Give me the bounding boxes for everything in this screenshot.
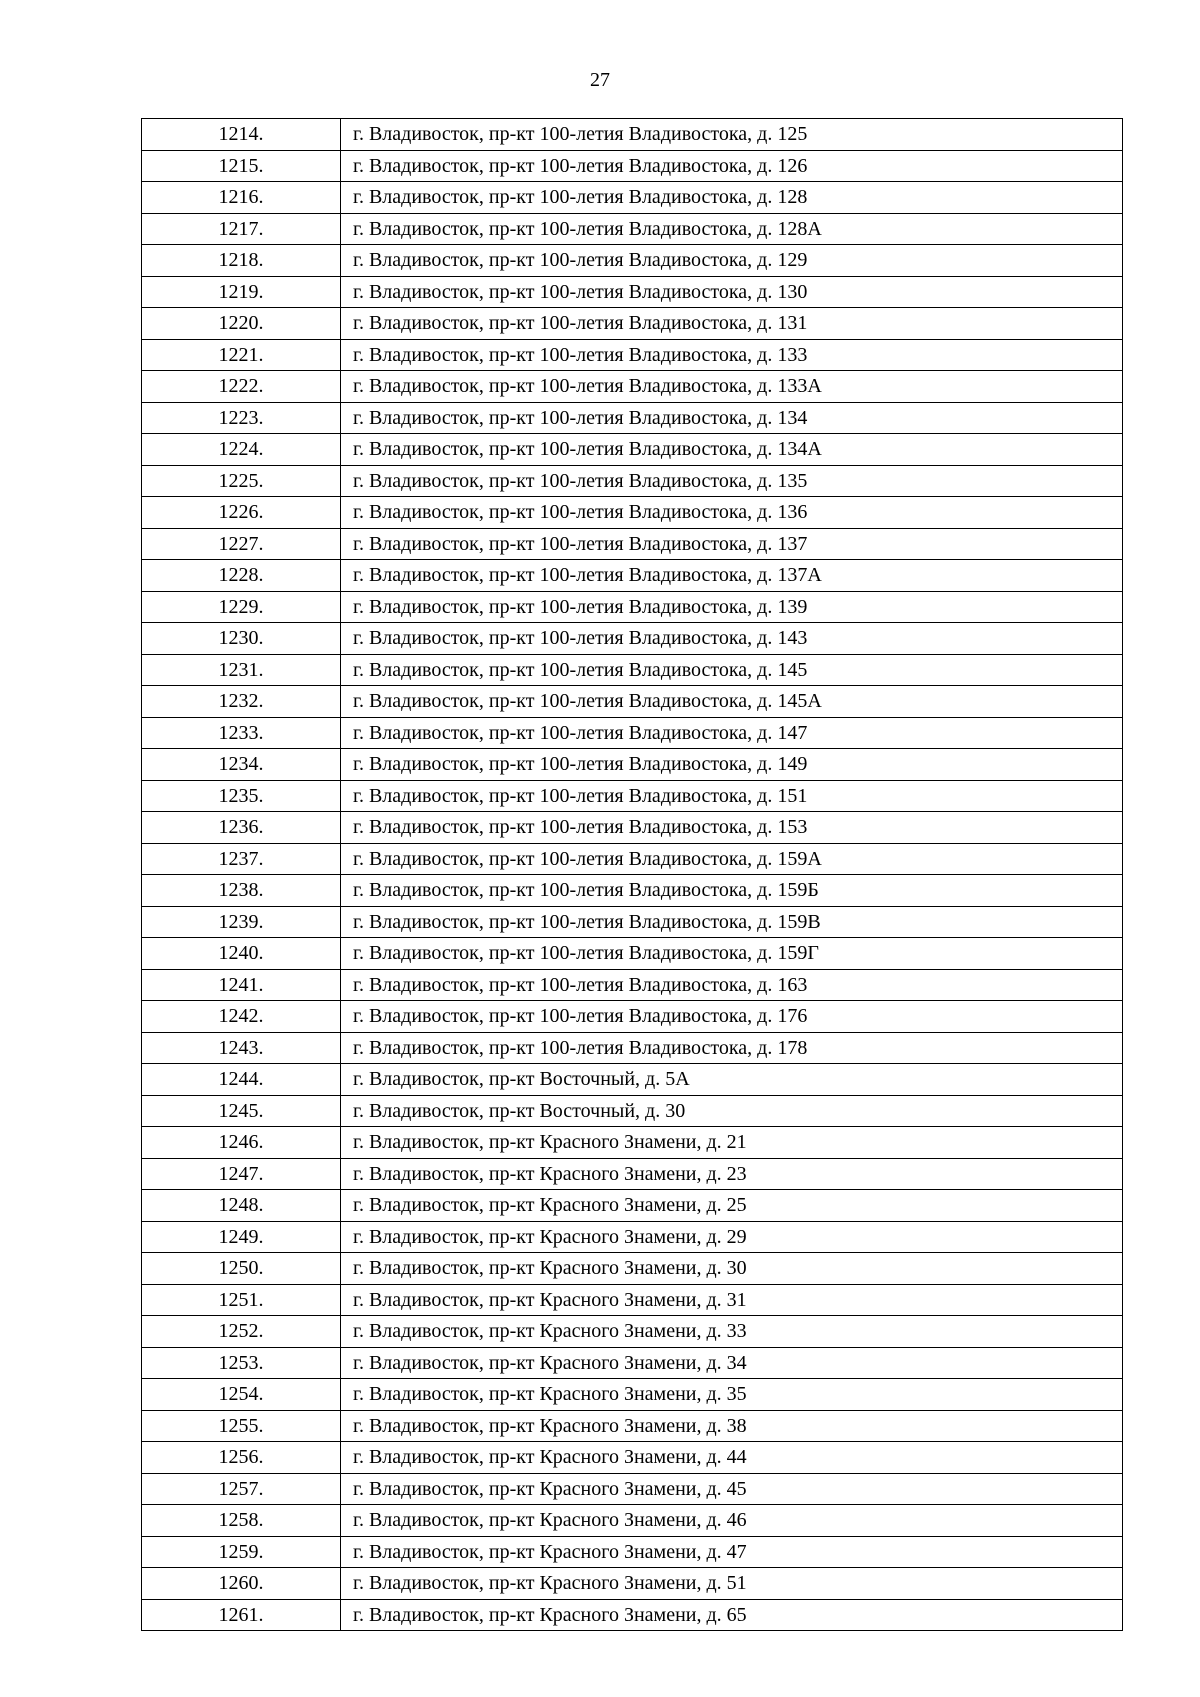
address-table: [141, 118, 1123, 1631]
row-number: 1221.: [142, 340, 341, 371]
table-row: [142, 1505, 1122, 1537]
table-row: [142, 371, 1122, 403]
row-address: г. Владивосток, пр-кт Красного Знамени, д. 31: [353, 1288, 747, 1311]
table-row: [142, 1190, 1122, 1222]
row-number: 1227.: [142, 529, 341, 560]
table-row: [142, 749, 1122, 781]
row-address: г. Владивосток, пр-кт 100-летия Владивостока, д. 178: [353, 1036, 808, 1059]
row-address: г. Владивосток, пр-кт 100-летия Владивостока, д. 126: [353, 154, 808, 177]
row-address: г. Владивосток, пр-кт 100-летия Владивостока, д. 145А: [353, 690, 822, 712]
table-row: [142, 1001, 1122, 1033]
row-address: г. Владивосток, пр-кт Красного Знамени, д. 33: [353, 1320, 747, 1342]
row-address: г. Владивосток, пр-кт Красного Знамени, д. 21: [353, 1131, 747, 1153]
row-number: 1223.: [142, 403, 341, 434]
table-row: [142, 623, 1122, 655]
table-row: [142, 1474, 1122, 1506]
table-row: [142, 1159, 1122, 1191]
row-address: г. Владивосток, пр-кт 100-летия Владивостока, д. 159А: [353, 847, 822, 870]
row-number: 1238.: [142, 875, 341, 906]
row-number: 1259.: [142, 1537, 341, 1568]
row-number: 1215.: [142, 151, 341, 182]
row-address: г. Владивосток, пр-кт 100-летия Владивостока, д. 129: [353, 249, 808, 271]
row-number: 1245.: [142, 1096, 341, 1127]
row-number: 1214.: [142, 119, 341, 150]
row-number: 1220.: [142, 308, 341, 339]
row-number: 1231.: [142, 655, 341, 686]
table-row: [142, 686, 1122, 718]
table-row: [142, 970, 1122, 1002]
row-number: 1226.: [142, 497, 341, 528]
row-number: 1251.: [142, 1285, 341, 1316]
row-number: 1216.: [142, 182, 341, 213]
row-address: г. Владивосток, пр-кт 100-летия Владивостока, д. 128А: [353, 217, 822, 240]
table-row: [142, 1316, 1122, 1348]
row-address: г. Владивосток, пр-кт 100-летия Владивостока, д. 131: [353, 312, 808, 334]
row-address: г. Владивосток, пр-кт Красного Знамени, д. 51: [353, 1572, 747, 1594]
row-number: 1242.: [142, 1001, 341, 1032]
table-row: [142, 592, 1122, 624]
table-row: [142, 529, 1122, 561]
table-row: [142, 1064, 1122, 1096]
row-address: г. Владивосток, пр-кт Восточный, д. 5А: [353, 1068, 690, 1090]
table-row: [142, 403, 1122, 435]
row-address: г. Владивосток, пр-кт 100-летия Владивостока, д. 151: [353, 784, 808, 807]
row-number: 1255.: [142, 1411, 341, 1442]
table-row: [142, 560, 1122, 592]
row-address: г. Владивосток, пр-кт 100-летия Владивостока, д. 159В: [353, 910, 821, 933]
row-address: г. Владивосток, пр-кт Красного Знамени, д. 34: [353, 1351, 747, 1374]
table-row: [142, 1033, 1122, 1065]
row-number: 1225.: [142, 466, 341, 497]
table-row: [142, 844, 1122, 876]
row-number: 1224.: [142, 434, 341, 465]
row-number: 1228.: [142, 560, 341, 591]
row-address: г. Владивосток, пр-кт Восточный, д. 30: [353, 1099, 686, 1122]
row-number: 1258.: [142, 1505, 341, 1536]
row-address: г. Владивосток, пр-кт Красного Знамени, д. 25: [353, 1194, 747, 1216]
row-number: 1219.: [142, 277, 341, 308]
table-row: [142, 875, 1122, 907]
row-number: 1217.: [142, 214, 341, 245]
table-row: [142, 214, 1122, 246]
table-row: [142, 277, 1122, 309]
row-number: 1233.: [142, 718, 341, 749]
row-address: г. Владивосток, пр-кт 100-летия Владивостока, д. 163: [353, 973, 808, 996]
row-address: г. Владивосток, пр-кт Красного Знамени, д. 38: [353, 1414, 747, 1437]
row-address: г. Владивосток, пр-кт Красного Знамени, д. 47: [353, 1540, 747, 1563]
row-address: г. Владивосток, пр-кт Красного Знамени, д. 65: [353, 1603, 747, 1626]
table-row: [142, 1537, 1122, 1569]
row-address: г. Владивосток, пр-кт 100-летия Владивостока, д. 153: [353, 816, 808, 838]
table-row: [142, 1411, 1122, 1443]
row-address: г. Владивосток, пр-кт 100-летия Владивостока, д. 143: [353, 627, 808, 649]
row-number: 1241.: [142, 970, 341, 1001]
table-row: [142, 308, 1122, 340]
table-row: [142, 938, 1122, 970]
table-row: [142, 1568, 1122, 1600]
row-address: г. Владивосток, пр-кт 100-летия Владивостока, д. 145: [353, 658, 808, 681]
row-number: 1244.: [142, 1064, 341, 1095]
table-row: [142, 907, 1122, 939]
row-address: г. Владивосток, пр-кт 100-летия Владивостока, д. 135: [353, 469, 808, 492]
row-number: 1235.: [142, 781, 341, 812]
table-row: [142, 340, 1122, 372]
table-row: [142, 1442, 1122, 1474]
table-row: [142, 1127, 1122, 1159]
row-number: 1254.: [142, 1379, 341, 1410]
table-row: [142, 497, 1122, 529]
row-number: 1247.: [142, 1159, 341, 1190]
row-address: г. Владивосток, пр-кт 100-летия Владивостока, д. 176: [353, 1005, 808, 1027]
row-number: 1222.: [142, 371, 341, 402]
row-address: г. Владивосток, пр-кт 100-летия Владивостока, д. 159Г: [353, 942, 819, 964]
table-row: [142, 119, 1122, 151]
row-address: г. Владивосток, пр-кт Красного Знамени, д. 46: [353, 1509, 747, 1531]
row-address: г. Владивосток, пр-кт Красного Знамени, д. 45: [353, 1477, 747, 1500]
row-number: 1239.: [142, 907, 341, 938]
table-row: [142, 1600, 1122, 1632]
row-address: г. Владивосток, пр-кт 100-летия Владивостока, д. 149: [353, 753, 808, 775]
row-number: 1229.: [142, 592, 341, 623]
row-number: 1249.: [142, 1222, 341, 1253]
row-number: 1230.: [142, 623, 341, 654]
row-address: г. Владивосток, пр-кт 100-летия Владивостока, д. 147: [353, 721, 808, 744]
table-row: [142, 182, 1122, 214]
row-address: г. Владивосток, пр-кт 100-летия Владивостока, д. 133: [353, 343, 808, 366]
row-address: г. Владивосток, пр-кт 100-летия Владивостока, д. 134А: [353, 438, 822, 460]
table-row: [142, 151, 1122, 183]
row-number: 1234.: [142, 749, 341, 780]
row-number: 1261.: [142, 1600, 341, 1631]
row-number: 1253.: [142, 1348, 341, 1379]
row-number: 1250.: [142, 1253, 341, 1284]
row-number: 1246.: [142, 1127, 341, 1158]
row-address: г. Владивосток, пр-кт 100-летия Владивостока, д. 136: [353, 501, 808, 523]
table-row: [142, 1348, 1122, 1380]
row-number: 1257.: [142, 1474, 341, 1505]
table-row: [142, 718, 1122, 750]
row-address: г. Владивосток, пр-кт Красного Знамени, д. 30: [353, 1257, 747, 1279]
table-row: [142, 1222, 1122, 1254]
row-number: 1237.: [142, 844, 341, 875]
row-number: 1256.: [142, 1442, 341, 1473]
row-number: 1260.: [142, 1568, 341, 1599]
row-address: г. Владивосток, пр-кт Красного Знамени, д. 23: [353, 1162, 747, 1185]
row-address: г. Владивосток, пр-кт 100-летия Владивостока, д. 130: [353, 280, 808, 303]
table-row: [142, 655, 1122, 687]
table-row: [142, 466, 1122, 498]
row-address: г. Владивосток, пр-кт 100-летия Владивостока, д. 128: [353, 186, 808, 208]
row-address: г. Владивосток, пр-кт Красного Знамени, д. 44: [353, 1446, 747, 1468]
row-address: г. Владивосток, пр-кт Красного Знамени, д. 35: [353, 1383, 747, 1405]
row-number: 1236.: [142, 812, 341, 843]
row-number: 1252.: [142, 1316, 341, 1347]
table-row: [142, 781, 1122, 813]
row-address: г. Владивосток, пр-кт 100-летия Владивостока, д. 125: [353, 123, 808, 145]
table-row: [142, 245, 1122, 277]
row-address: г. Владивосток, пр-кт 100-летия Владивостока, д. 159Б: [353, 879, 819, 901]
row-number: 1240.: [142, 938, 341, 969]
row-address: г. Владивосток, пр-кт 100-летия Владивостока, д. 134: [353, 406, 808, 429]
table-row: [142, 1253, 1122, 1285]
row-address: г. Владивосток, пр-кт 100-летия Владивостока, д. 133А: [353, 375, 822, 397]
table-row: [142, 434, 1122, 466]
row-number: 1243.: [142, 1033, 341, 1064]
row-address: г. Владивосток, пр-кт 100-летия Владивостока, д. 137А: [353, 564, 822, 586]
row-number: 1218.: [142, 245, 341, 276]
row-number: 1232.: [142, 686, 341, 717]
table-row: [142, 1285, 1122, 1317]
page-number: 27: [590, 69, 610, 91]
row-address: г. Владивосток, пр-кт 100-летия Владивостока, д. 137: [353, 532, 808, 555]
table-row: [142, 812, 1122, 844]
table-row: [142, 1096, 1122, 1128]
table-row: [142, 1379, 1122, 1411]
row-number: 1248.: [142, 1190, 341, 1221]
row-address: г. Владивосток, пр-кт Красного Знамени, д. 29: [353, 1225, 747, 1248]
row-address: г. Владивосток, пр-кт 100-летия Владивостока, д. 139: [353, 595, 808, 618]
